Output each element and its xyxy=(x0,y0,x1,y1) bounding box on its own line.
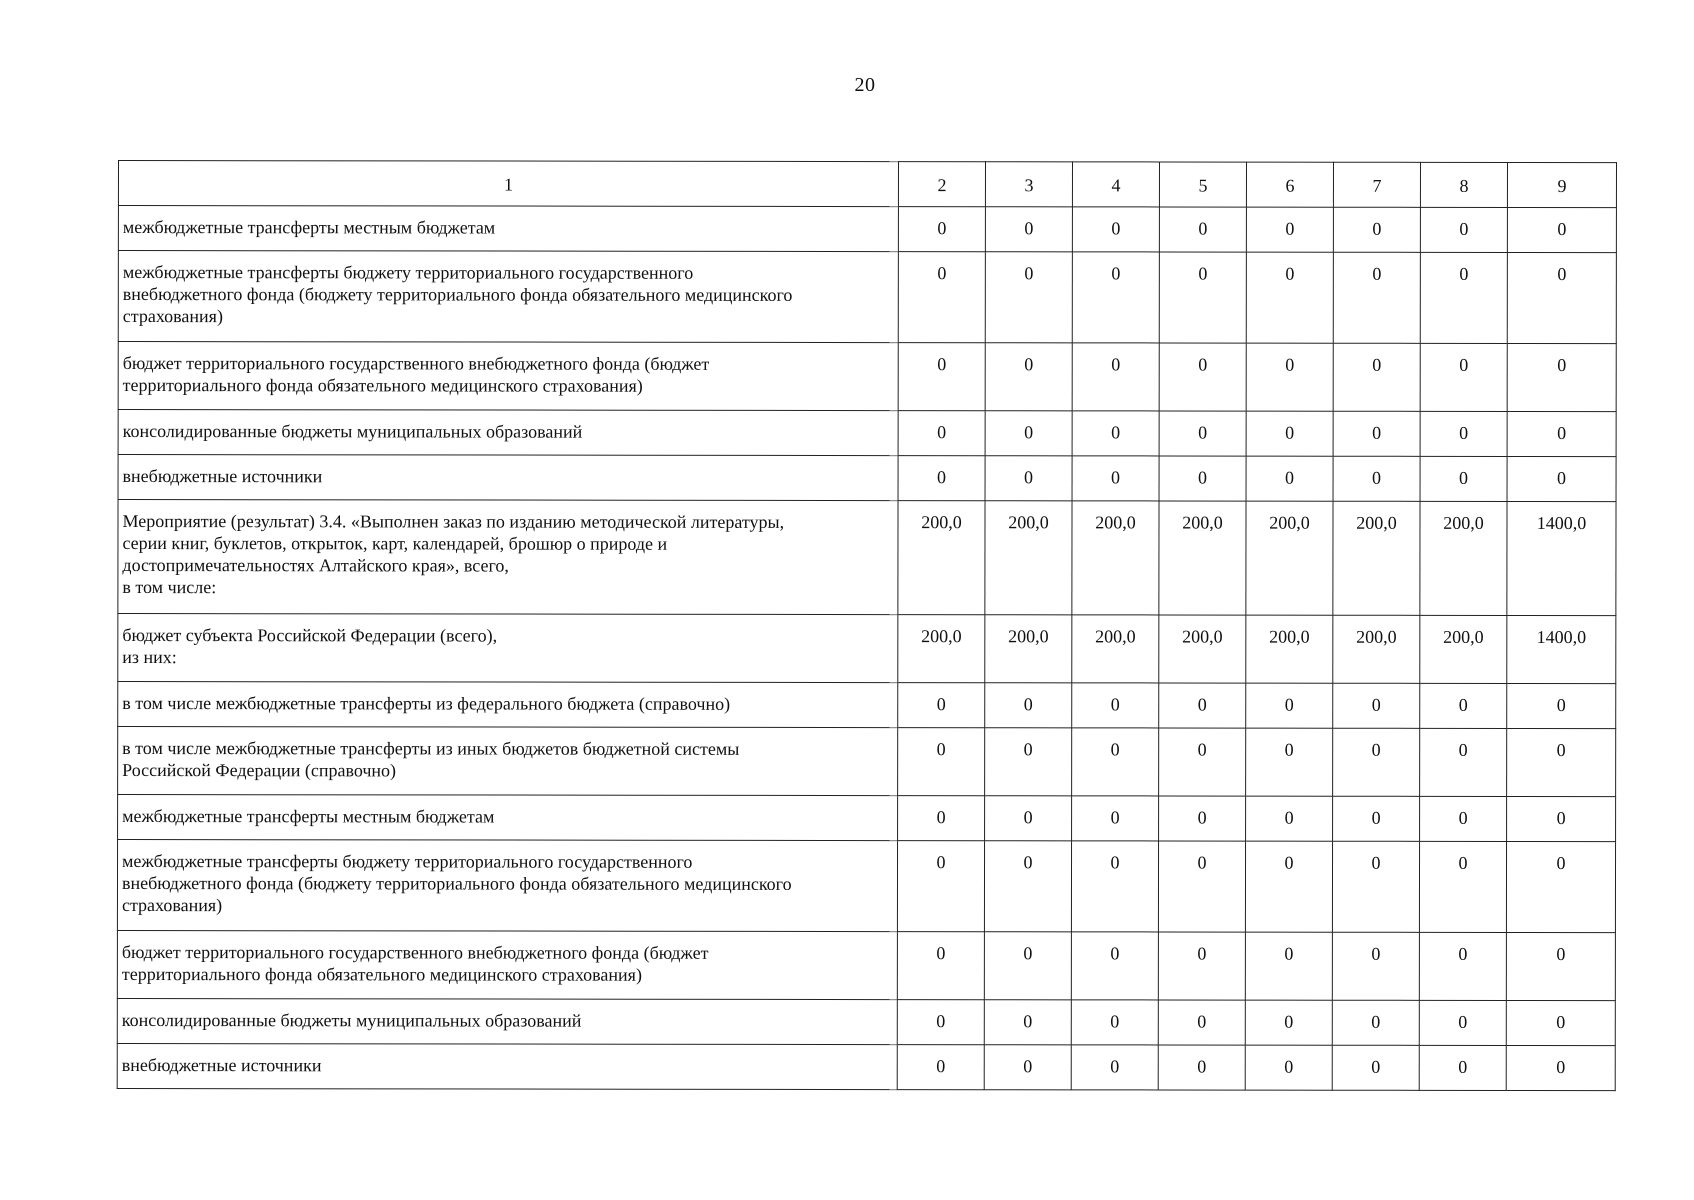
value-cell: 0 xyxy=(1159,728,1246,796)
row-description xyxy=(118,727,898,796)
value-cell: 0 xyxy=(1158,1000,1245,1045)
value-cell: 0 xyxy=(898,683,985,728)
value-cell: 0 xyxy=(1072,796,1159,841)
table-row xyxy=(118,410,1616,457)
description-line: страхования) xyxy=(121,895,223,916)
column-header: 7 xyxy=(1333,162,1420,207)
value-cell: 0 xyxy=(1159,796,1246,841)
value-cell: 0 xyxy=(1159,252,1246,343)
value-cell: 0 xyxy=(1072,728,1159,796)
table-row xyxy=(117,998,1615,1045)
description-line: достопримечательностях Алтайского края», всего, xyxy=(122,555,509,576)
value-cell: 0 xyxy=(897,1045,984,1090)
value-cell: 0 xyxy=(898,207,985,252)
table-row xyxy=(118,500,1616,616)
value-cell: 200,0 xyxy=(1333,501,1420,615)
value-cell: 200,0 xyxy=(1246,501,1333,615)
value-cell: 0 xyxy=(897,1000,984,1045)
value-cell: 200,0 xyxy=(1420,615,1507,683)
description-line: бюджет субъекта Российской Федерации (всего), xyxy=(122,625,498,646)
page-number: 20 xyxy=(854,74,876,96)
value-cell: 0 xyxy=(1420,456,1507,501)
value-cell: 0 xyxy=(1332,841,1419,932)
value-cell: 0 xyxy=(1246,728,1333,796)
row-description xyxy=(117,998,897,1044)
value-cell: 200,0 xyxy=(1072,615,1159,683)
table-row xyxy=(118,455,1616,502)
value-cell: 0 xyxy=(1246,252,1333,343)
value-cell: 0 xyxy=(984,1000,1071,1045)
value-cell: 0 xyxy=(1419,841,1506,932)
value-cell: 0 xyxy=(1506,1000,1615,1045)
description-line: в том числе межбюджетные трансферты из иных бюджетов бюджетной системы xyxy=(122,738,740,759)
table-header-row xyxy=(118,161,1616,208)
value-cell: 0 xyxy=(1507,456,1616,501)
value-cell: 0 xyxy=(1246,207,1333,252)
column-header: 2 xyxy=(898,162,985,207)
value-cell: 0 xyxy=(898,796,985,841)
value-cell: 0 xyxy=(1245,1000,1332,1045)
column-header: 6 xyxy=(1246,162,1333,207)
value-cell: 0 xyxy=(1158,932,1245,1000)
value-cell: 0 xyxy=(1333,343,1420,411)
value-cell: 0 xyxy=(984,932,1071,1000)
description-line: бюджет территориального государственного внебюджетного фонда (бюджет xyxy=(121,942,709,963)
value-cell: 0 xyxy=(1332,932,1419,1000)
value-cell: 0 xyxy=(1333,728,1420,796)
table-body xyxy=(117,206,1616,1091)
description-line: страхования) xyxy=(122,306,223,327)
column-header: 3 xyxy=(985,162,1072,207)
table-row xyxy=(118,682,1616,729)
value-cell: 0 xyxy=(1071,1045,1158,1090)
value-cell: 1400,0 xyxy=(1507,615,1616,683)
row-description xyxy=(118,410,898,456)
value-cell: 0 xyxy=(1333,683,1420,728)
value-cell: 0 xyxy=(1246,683,1333,728)
value-cell: 0 xyxy=(1506,932,1615,1000)
value-cell: 0 xyxy=(1245,932,1332,1000)
value-cell: 200,0 xyxy=(898,501,985,615)
table-row xyxy=(118,342,1616,412)
value-cell: 0 xyxy=(1071,1000,1158,1045)
description-line: межбюджетные трансферты местным бюджетам xyxy=(122,217,496,238)
value-cell: 0 xyxy=(1419,932,1506,1000)
value-cell: 200,0 xyxy=(1159,615,1246,683)
description-line: территориального фонда обязательного медицинского страхования) xyxy=(121,964,642,985)
value-cell: 0 xyxy=(1246,456,1333,501)
value-cell: 0 xyxy=(898,728,985,796)
description-line: межбюджетные трансферты бюджету территориального государственного xyxy=(122,851,693,872)
value-cell: 0 xyxy=(1419,1000,1506,1045)
value-cell: 0 xyxy=(1072,343,1159,411)
row-description xyxy=(118,682,898,728)
description-line: бюджет территориального государственного внебюджетного фонда (бюджет xyxy=(122,353,710,374)
value-cell: 0 xyxy=(898,343,985,411)
table-row xyxy=(117,930,1615,1000)
value-cell: 0 xyxy=(1333,796,1420,841)
value-cell: 0 xyxy=(1420,343,1507,411)
description-line: в том числе: xyxy=(122,577,217,598)
table-row xyxy=(118,206,1616,253)
value-cell: 200,0 xyxy=(1246,615,1333,683)
value-cell: 0 xyxy=(1507,796,1616,841)
value-cell: 0 xyxy=(1333,207,1420,252)
value-cell: 0 xyxy=(985,207,1072,252)
table-row xyxy=(118,795,1616,842)
value-cell: 200,0 xyxy=(1420,501,1507,615)
description-line: в том числе межбюджетные трансферты из федерального бюджета (справочно) xyxy=(122,693,731,714)
value-cell: 0 xyxy=(1420,252,1507,343)
table-row xyxy=(117,1043,1615,1090)
value-cell: 0 xyxy=(1072,456,1159,501)
column-header: 9 xyxy=(1507,162,1616,207)
row-description xyxy=(117,1043,897,1089)
description-line: внебюджетные источники xyxy=(122,466,323,487)
value-cell: 0 xyxy=(985,683,1072,728)
value-cell: 0 xyxy=(1159,343,1246,411)
value-cell: 0 xyxy=(1159,207,1246,252)
value-cell: 0 xyxy=(898,456,985,501)
value-cell: 0 xyxy=(985,728,1072,796)
description-line: Российской Федерации (справочно) xyxy=(122,760,397,781)
value-cell: 0 xyxy=(1159,456,1246,501)
value-cell: 0 xyxy=(1507,683,1616,728)
column-header: 8 xyxy=(1420,162,1507,207)
value-cell: 0 xyxy=(1420,728,1507,796)
value-cell: 0 xyxy=(897,932,984,1000)
value-cell: 0 xyxy=(1245,841,1332,932)
value-cell: 200,0 xyxy=(1072,501,1159,615)
value-cell: 0 xyxy=(1507,343,1616,411)
description-line: межбюджетные трансферты местным бюджетам xyxy=(122,806,495,827)
description-line: серии книг, буклетов, открыток, карт, календарей, брошюр о природе и xyxy=(122,533,668,554)
description-line: из них: xyxy=(122,647,177,668)
value-cell: 0 xyxy=(1506,841,1615,932)
row-description xyxy=(117,840,897,932)
value-cell: 0 xyxy=(898,252,985,343)
table-row xyxy=(118,614,1616,684)
description-line: консолидированные бюджеты муниципальных образований xyxy=(122,421,583,442)
value-cell: 0 xyxy=(985,252,1072,343)
value-cell: 200,0 xyxy=(1159,501,1246,615)
value-cell: 0 xyxy=(985,796,1072,841)
description-line: внебюджетного фонда (бюджету территориального фонда обязательного медицинского xyxy=(121,873,792,894)
value-cell: 200,0 xyxy=(985,615,1072,683)
value-cell: 0 xyxy=(1159,411,1246,456)
value-cell: 0 xyxy=(1506,1045,1615,1090)
value-cell: 0 xyxy=(1333,252,1420,343)
value-cell: 0 xyxy=(1419,1045,1506,1090)
value-cell: 0 xyxy=(1245,1045,1332,1090)
value-cell: 0 xyxy=(985,411,1072,456)
value-cell: 0 xyxy=(1332,1045,1419,1090)
value-cell: 0 xyxy=(1420,411,1507,456)
value-cell: 0 xyxy=(1507,728,1616,796)
value-cell: 0 xyxy=(1072,207,1159,252)
value-cell: 200,0 xyxy=(1333,615,1420,683)
description-line: консолидированные бюджеты муниципальных образований xyxy=(121,1010,582,1031)
row-description xyxy=(118,614,898,683)
description-line: внебюджетные источники xyxy=(121,1055,322,1076)
value-cell: 0 xyxy=(898,411,985,456)
value-cell: 0 xyxy=(984,841,1071,932)
value-cell: 0 xyxy=(1072,252,1159,343)
value-cell: 0 xyxy=(1072,683,1159,728)
row-description xyxy=(117,930,897,999)
value-cell: 0 xyxy=(1158,841,1245,932)
value-cell: 0 xyxy=(1420,207,1507,252)
value-cell: 0 xyxy=(1071,841,1158,932)
funding-table xyxy=(117,160,1617,1091)
funding-table-container xyxy=(117,160,1616,1091)
value-cell: 0 xyxy=(1507,252,1616,343)
row-description xyxy=(118,206,898,252)
description-line: территориального фонда обязательного медицинского страхования) xyxy=(122,375,643,396)
value-cell: 0 xyxy=(1246,796,1333,841)
row-description xyxy=(118,342,898,411)
row-description xyxy=(118,795,898,841)
value-cell: 0 xyxy=(1333,411,1420,456)
column-header: 5 xyxy=(1159,162,1246,207)
value-cell: 0 xyxy=(1071,932,1158,1000)
description-line: межбюджетные трансферты бюджету территориального государственного xyxy=(122,262,694,283)
row-description xyxy=(118,455,898,501)
table-row xyxy=(118,251,1616,344)
description-line: внебюджетного фонда (бюджету территориального фонда обязательного медицинского xyxy=(122,284,793,305)
value-cell: 0 xyxy=(1246,411,1333,456)
value-cell: 1400,0 xyxy=(1507,501,1616,615)
value-cell: 200,0 xyxy=(898,615,985,683)
table-row xyxy=(118,727,1616,797)
value-cell: 0 xyxy=(1159,683,1246,728)
value-cell: 0 xyxy=(1507,411,1616,456)
description-line: Мероприятие (результат) 3.4. «Выполнен заказ по изданию методической литературы, xyxy=(122,511,785,532)
value-cell: 0 xyxy=(985,456,1072,501)
column-header: 4 xyxy=(1072,162,1159,207)
row-description xyxy=(118,251,898,343)
value-cell: 0 xyxy=(984,1045,1071,1090)
value-cell: 0 xyxy=(1333,456,1420,501)
row-description xyxy=(118,500,898,615)
value-cell: 0 xyxy=(897,841,984,932)
value-cell: 0 xyxy=(985,343,1072,411)
value-cell: 0 xyxy=(1072,411,1159,456)
value-cell: 0 xyxy=(1420,796,1507,841)
value-cell: 200,0 xyxy=(985,501,1072,615)
value-cell: 0 xyxy=(1246,343,1333,411)
value-cell: 0 xyxy=(1420,683,1507,728)
value-cell: 0 xyxy=(1507,207,1616,252)
value-cell: 0 xyxy=(1158,1045,1245,1090)
value-cell: 0 xyxy=(1332,1000,1419,1045)
column-header: 1 xyxy=(118,161,898,207)
table-row xyxy=(117,840,1615,933)
